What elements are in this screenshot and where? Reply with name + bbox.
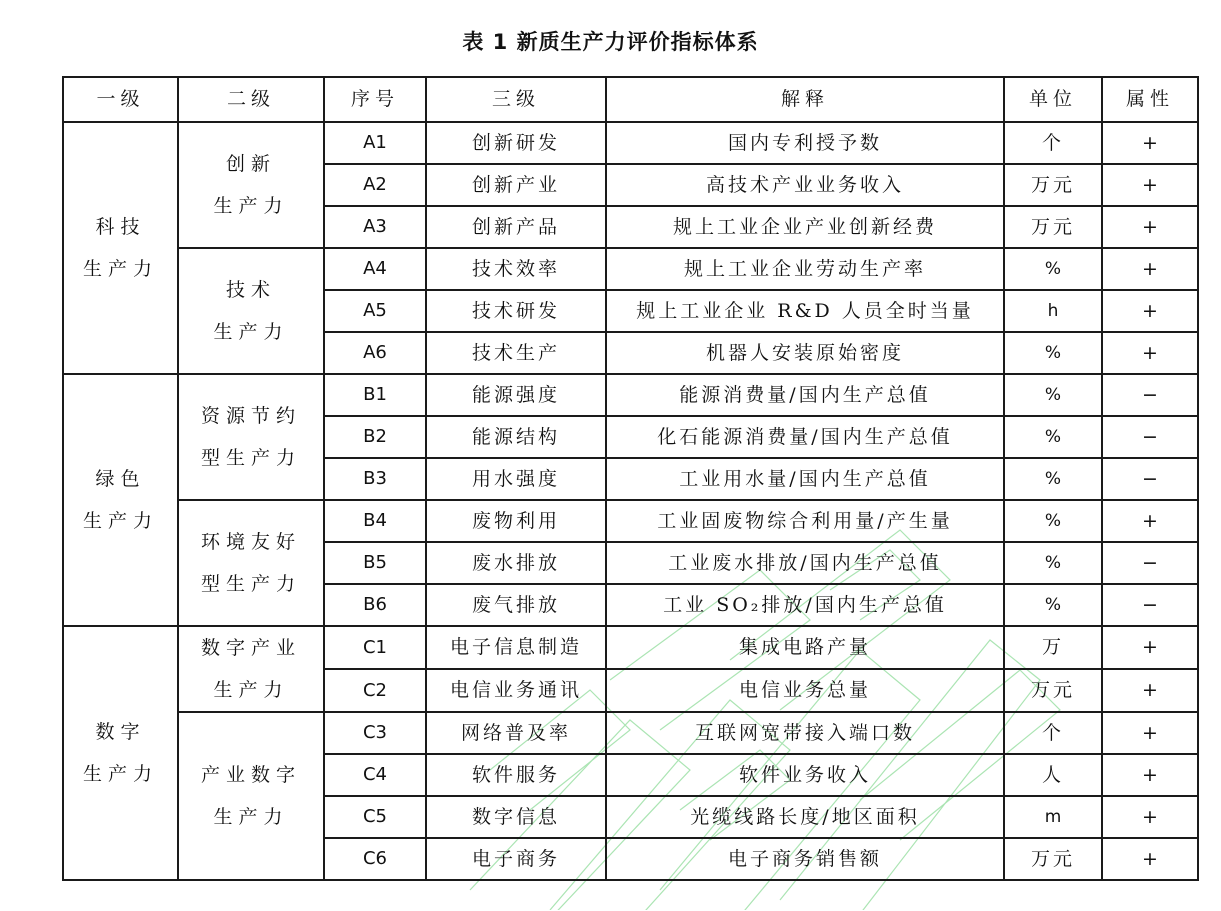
row-unit: 万元: [1004, 206, 1102, 248]
level1-label: 绿色 生产力: [82, 468, 158, 532]
level2-label: 数字产业 生产力: [200, 637, 301, 701]
row-indicator: 创新产业: [426, 164, 606, 206]
row-explain: 电信业务总量: [606, 669, 1004, 712]
level2-label: 产业数字 生产力: [200, 764, 301, 828]
row-attr: +: [1102, 669, 1198, 712]
row-attr: +: [1102, 248, 1198, 290]
level2-label: 技术 生产力: [213, 279, 289, 343]
level1-label: 科技 生产力: [82, 216, 158, 280]
row-unit: %: [1004, 542, 1102, 584]
row-explain: 光缆线路长度/地区面积: [606, 796, 1004, 838]
table-row: [63, 122, 1198, 164]
row-attr: +: [1102, 206, 1198, 248]
row-explain: 能源消费量/国内生产总值: [606, 374, 1004, 416]
row-indicator: 数字信息: [426, 796, 606, 838]
level2-cell: [178, 374, 324, 500]
row-explain: 规上工业企业劳动生产率: [606, 248, 1004, 290]
row-code: C2: [324, 669, 426, 712]
header-level2: 二级: [178, 77, 324, 122]
row-indicator: 能源结构: [426, 416, 606, 458]
row-attr: +: [1102, 712, 1198, 754]
table-row: [63, 374, 1198, 416]
row-unit: %: [1004, 374, 1102, 416]
row-code: B5: [324, 542, 426, 584]
row-indicator: 技术研发: [426, 290, 606, 332]
row-attr: +: [1102, 754, 1198, 796]
level2-label: 创新 生产力: [213, 153, 289, 217]
row-unit: 个: [1004, 712, 1102, 754]
row-code: B4: [324, 500, 426, 542]
row-code: C3: [324, 712, 426, 754]
row-explain: 化石能源消费量/国内生产总值: [606, 416, 1004, 458]
row-unit: 人: [1004, 754, 1102, 796]
header-explain: 解释: [606, 77, 1004, 122]
level2-label: 资源节约 型生产力: [200, 405, 301, 469]
level1-cell: [63, 626, 178, 880]
row-explain: 互联网宽带接入端口数: [606, 712, 1004, 754]
row-attr: −: [1102, 374, 1198, 416]
row-explain: 软件业务收入: [606, 754, 1004, 796]
indicator-table: [62, 76, 1199, 881]
row-code: B3: [324, 458, 426, 500]
table-title: 表 1 新质生产力评价指标体系: [462, 30, 759, 54]
level1-cell: [63, 374, 178, 626]
level2-cell: [178, 626, 324, 712]
row-code: C4: [324, 754, 426, 796]
row-attr: +: [1102, 626, 1198, 669]
row-unit: %: [1004, 416, 1102, 458]
row-explain: 工业用水量/国内生产总值: [606, 458, 1004, 500]
row-attr: +: [1102, 332, 1198, 374]
header-row: [63, 77, 1198, 122]
row-attr: +: [1102, 290, 1198, 332]
row-code: B1: [324, 374, 426, 416]
row-attr: −: [1102, 542, 1198, 584]
row-code: A4: [324, 248, 426, 290]
header-level1: 一级: [63, 77, 178, 122]
row-explain: 国内专利授予数: [606, 122, 1004, 164]
row-attr: −: [1102, 584, 1198, 626]
table-row: [63, 712, 1198, 754]
row-unit: 万元: [1004, 164, 1102, 206]
level2-cell: [178, 122, 324, 248]
level2-cell: [178, 712, 324, 880]
row-explain: 机器人安装原始密度: [606, 332, 1004, 374]
row-unit: 万元: [1004, 838, 1102, 880]
row-code: A3: [324, 206, 426, 248]
row-attr: +: [1102, 838, 1198, 880]
level2-label: 环境友好 型生产力: [200, 531, 301, 595]
row-attr: +: [1102, 796, 1198, 838]
row-indicator: 用水强度: [426, 458, 606, 500]
row-indicator: 电子信息制造: [426, 626, 606, 669]
row-unit: %: [1004, 458, 1102, 500]
row-explain: 集成电路产量: [606, 626, 1004, 669]
row-unit: %: [1004, 248, 1102, 290]
row-indicator: 技术效率: [426, 248, 606, 290]
row-indicator: 软件服务: [426, 754, 606, 796]
level2-cell: [178, 500, 324, 626]
row-unit: h: [1004, 290, 1102, 332]
row-explain: 电子商务销售额: [606, 838, 1004, 880]
row-indicator: 创新研发: [426, 122, 606, 164]
row-indicator: 技术生产: [426, 332, 606, 374]
row-unit: 个: [1004, 122, 1102, 164]
row-code: C5: [324, 796, 426, 838]
row-code: C6: [324, 838, 426, 880]
row-attr: +: [1102, 164, 1198, 206]
row-indicator: 废水排放: [426, 542, 606, 584]
row-code: A5: [324, 290, 426, 332]
row-attr: −: [1102, 458, 1198, 500]
level1-cell: [63, 122, 178, 374]
row-indicator: 废气排放: [426, 584, 606, 626]
row-unit: %: [1004, 332, 1102, 374]
row-code: A2: [324, 164, 426, 206]
header-level3: 三级: [426, 77, 606, 122]
row-indicator: 废物利用: [426, 500, 606, 542]
row-explain: 工业固废物综合利用量/产生量: [606, 500, 1004, 542]
row-explain: 工业 SO₂排放/国内生产总值: [606, 584, 1004, 626]
row-attr: −: [1102, 416, 1198, 458]
row-code: B2: [324, 416, 426, 458]
row-code: C1: [324, 626, 426, 669]
row-indicator: 能源强度: [426, 374, 606, 416]
row-attr: +: [1102, 122, 1198, 164]
row-indicator: 电信业务通讯: [426, 669, 606, 712]
row-explain: 工业废水排放/国内生产总值: [606, 542, 1004, 584]
row-unit: %: [1004, 584, 1102, 626]
row-indicator: 创新产品: [426, 206, 606, 248]
header-attr: 属性: [1102, 77, 1198, 122]
row-unit: %: [1004, 500, 1102, 542]
header-unit: 单位: [1004, 77, 1102, 122]
table-row: [63, 248, 1198, 290]
row-explain: 高技术产业业务收入: [606, 164, 1004, 206]
row-explain: 规上工业企业 R&D 人员全时当量: [606, 290, 1004, 332]
row-unit: 万: [1004, 626, 1102, 669]
row-code: B6: [324, 584, 426, 626]
level1-label: 数字 生产力: [82, 721, 158, 785]
level2-cell: [178, 248, 324, 374]
row-attr: +: [1102, 500, 1198, 542]
row-explain: 规上工业企业产业创新经费: [606, 206, 1004, 248]
row-unit: m: [1004, 796, 1102, 838]
row-unit: 万元: [1004, 669, 1102, 712]
row-code: A6: [324, 332, 426, 374]
row-indicator: 电子商务: [426, 838, 606, 880]
header-seq: 序号: [324, 77, 426, 122]
table-row: [63, 500, 1198, 542]
table-row: [63, 626, 1198, 669]
row-indicator: 网络普及率: [426, 712, 606, 754]
row-code: A1: [324, 122, 426, 164]
